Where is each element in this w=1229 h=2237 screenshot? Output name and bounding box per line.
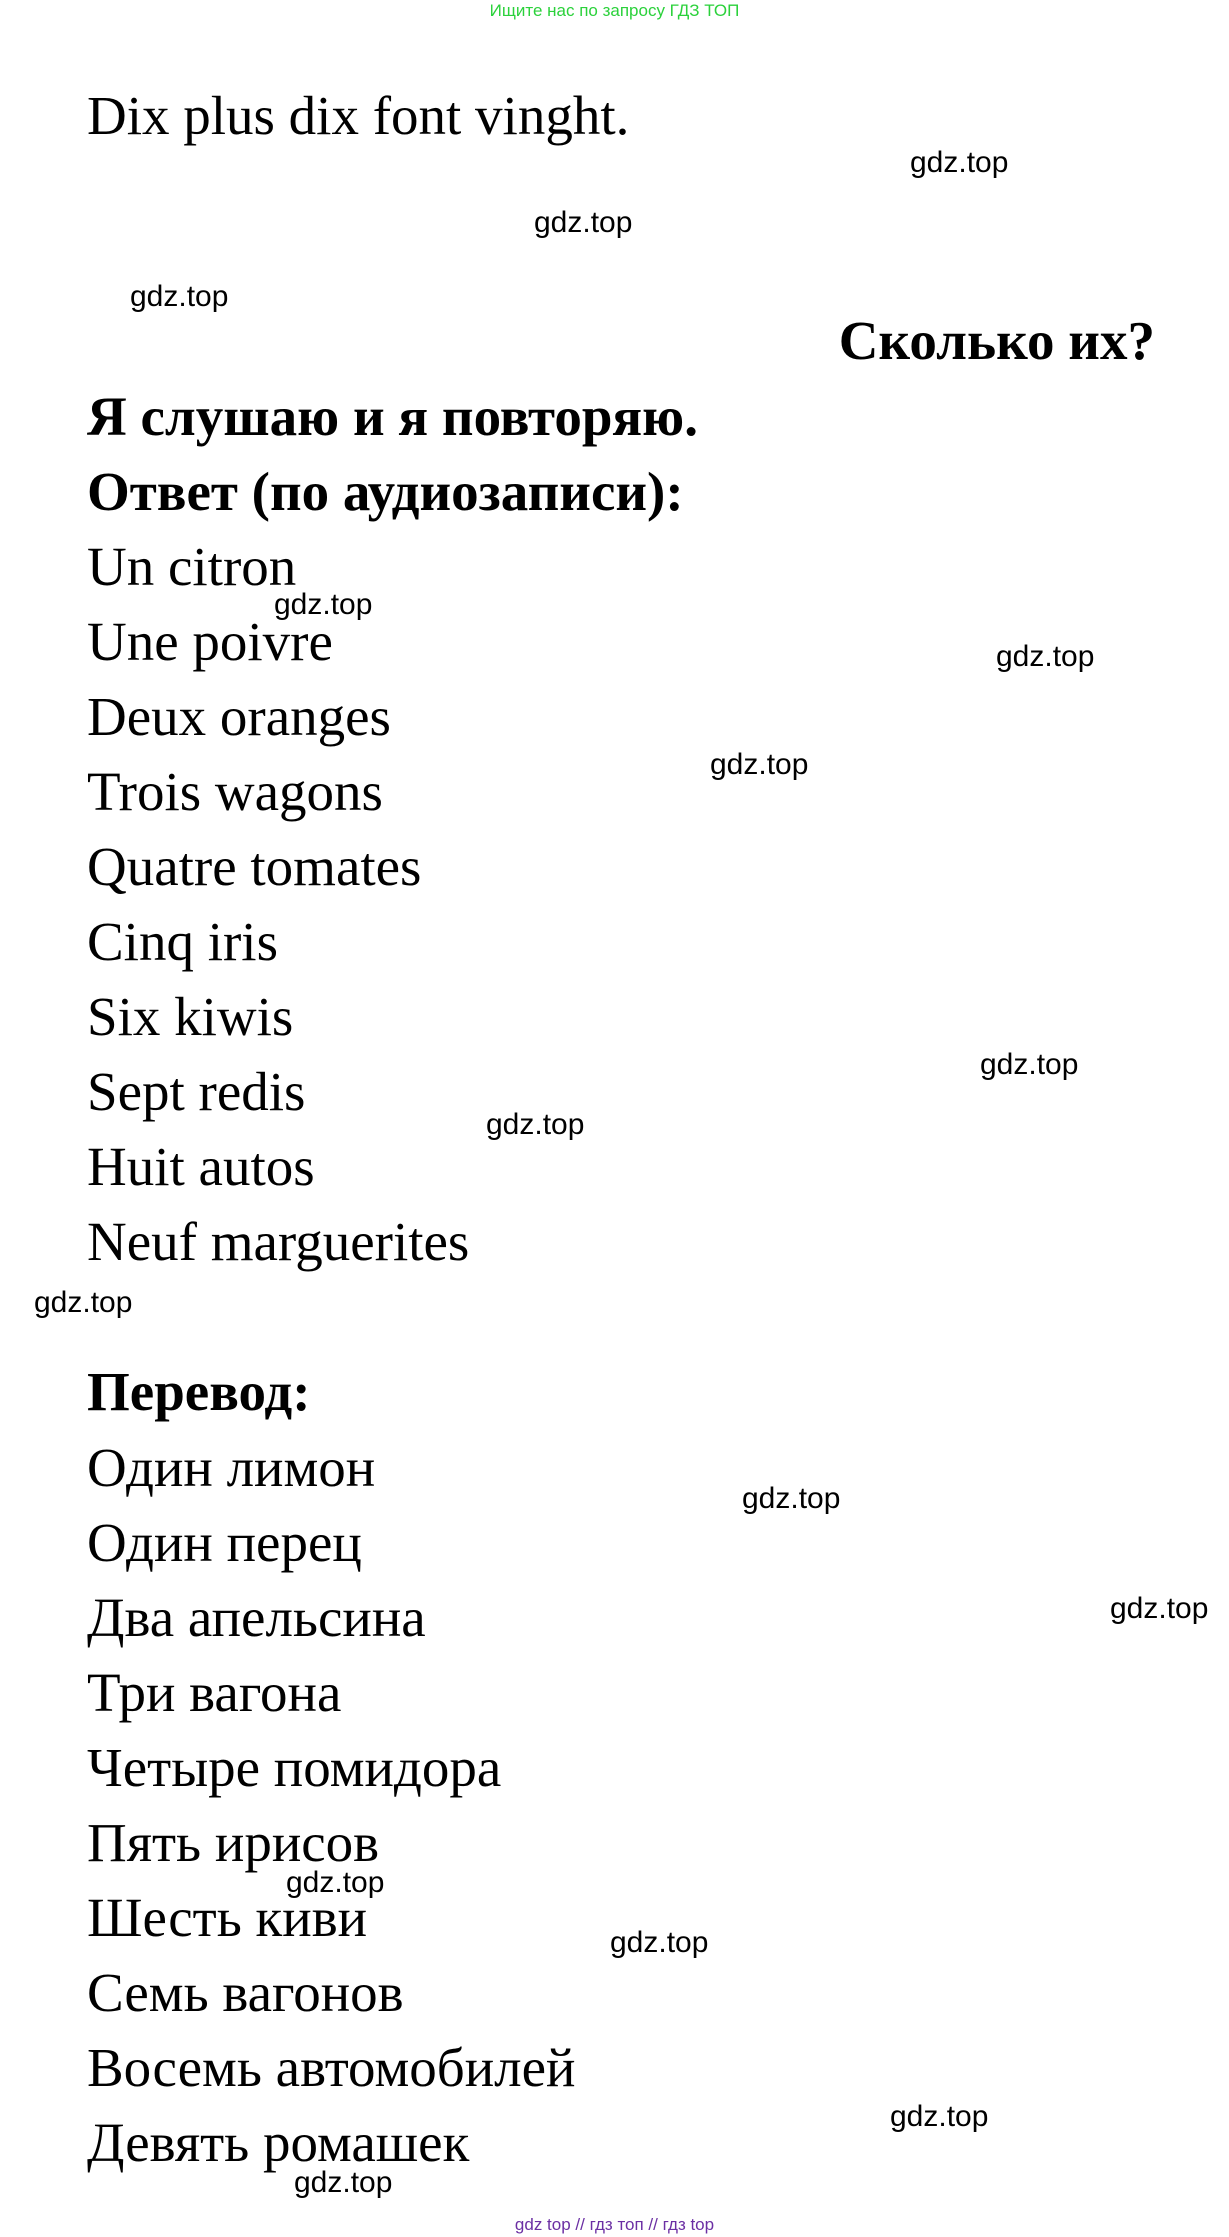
bottom-banner[interactable] [0, 2216, 1229, 2233]
list-item: Trois wagons [87, 761, 383, 822]
watermark: gdz.top [274, 588, 373, 621]
list-item: Quatre tomates [87, 836, 422, 897]
list-item: Один перец [87, 1512, 362, 1573]
instruction-text: Я слушаю и я повторяю. [87, 386, 698, 447]
list-item: Sept redis [87, 1061, 306, 1122]
watermark: gdz.top [294, 2166, 393, 2199]
bottom-banner-text[interactable]: gdz top // гдз топ // гдз top [514, 2215, 715, 2234]
list-item: Six kiwis [87, 986, 294, 1047]
watermark: gdz.top [286, 1866, 385, 1899]
section-title: Сколько их? [838, 310, 1155, 371]
list-item: Cinq iris [87, 911, 278, 972]
watermark: gdz.top [34, 1286, 133, 1319]
watermark: gdz.top [890, 2100, 989, 2133]
list-item: Восемь автомобилей [87, 2037, 576, 2098]
intro-sentence: Dix plus dix font vinght. [87, 85, 630, 146]
watermark: gdz.top [534, 206, 633, 239]
watermark: gdz.top [610, 1926, 709, 1959]
watermark: gdz.top [1110, 1592, 1209, 1625]
list-item: Три вагона [87, 1662, 342, 1723]
watermark: gdz.top [910, 146, 1009, 179]
list-item: Пять ирисов [87, 1812, 380, 1873]
list-item: Neuf marguerites [87, 1211, 470, 1272]
list-item: Один лимон [87, 1437, 376, 1498]
translation-heading: Перевод: [87, 1361, 311, 1422]
watermark: gdz.top [996, 640, 1095, 673]
list-item: Deux oranges [87, 686, 391, 747]
list-item: Шесть киви [87, 1887, 368, 1948]
list-item: Два апельсина [87, 1587, 426, 1648]
list-item: Семь вагонов [87, 1962, 404, 2023]
list-item: Un citron [87, 536, 297, 597]
list-item: Huit autos [87, 1136, 315, 1197]
watermark: gdz.top [486, 1108, 585, 1141]
list-item: Четыре помидора [87, 1737, 502, 1798]
list-item: Девять ромашек [87, 2112, 470, 2173]
watermark: gdz.top [710, 748, 809, 781]
watermark: gdz.top [130, 280, 229, 313]
watermark: gdz.top [980, 1048, 1079, 1081]
answer-heading: Ответ (по аудиозаписи): [87, 461, 684, 522]
watermark: gdz.top [742, 1482, 841, 1515]
top-banner-text[interactable]: Ищите нас по запросу ГДЗ ТОП [489, 1, 740, 20]
top-banner[interactable] [0, 2, 1229, 19]
list-item: Une poivre [87, 611, 333, 672]
